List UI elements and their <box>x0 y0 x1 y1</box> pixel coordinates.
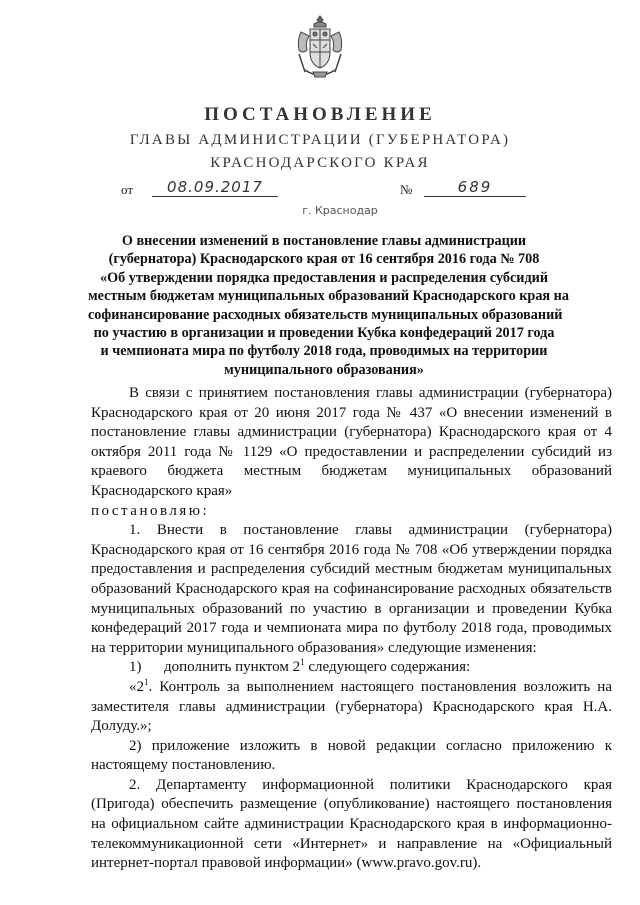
title-line: и чемпионата мира по футболу 2018 года, проводимых на территории <box>100 343 548 360</box>
region-heading: КРАСНОДАРСКОГО КРАЯ <box>210 155 430 171</box>
issuer-heading: ГЛАВЫ АДМИНИСТРАЦИИ (ГУБЕРНАТОРА) <box>129 132 511 148</box>
paragraph-1-quote <box>91 678 612 737</box>
coat-of-arms-icon <box>293 14 347 82</box>
decree-word: постановляю: <box>91 502 210 519</box>
paragraph-1-item-1 <box>91 658 612 678</box>
item-1-superscript: 1 <box>300 657 305 668</box>
intro-paragraph: В связи с принятием постановления главы администрации (губернатора) Краснодарского края от 20 июня 2017 года № 437 «О внесении изменений в постановление главы администрации (губернатора) Краснодарского края от 4 октября 2011 года № 1129 «О предоставлении и распределении субсидий из краевого бюджета местным бюджетам муниципальных образований Краснодарского края» <box>91 385 612 499</box>
document-type-heading: ПОСТАНОВЛЕНИЕ <box>204 104 436 125</box>
title-line: софинансирование расходных обязательств муниципальных образований <box>88 306 563 323</box>
city-label: г. Краснодар <box>302 204 378 217</box>
title-line: «Об утверждении порядка предоставления и распределения субсидий <box>100 269 548 286</box>
paragraph-1: 1. Внести в постановление главы администрации (губернатора) Краснодарского края от 16 сентября 2016 года № 708 «Об утверждении порядка предоставления и распределения субсидий местным бюджетам муниципальных образований Краснодарского края на софинансирование расходных обязательств муниципальных образований по участию в организации и проведении Кубка конфедераций 2017 года и чемпионата мира по футболу 2018 года, проводимых на территории муниципального образования» следующие изменения: <box>91 522 612 656</box>
item-1-prefix: 1) дополнить пунктом 2 <box>129 659 301 676</box>
paragraph-2: 2. Департаменту информационной политики Краснодарского края (Пригода) обеспечить размещение (опубликование) настоящего постановления на официальном сайте администрации Краснодарского края в информационно-телекоммуникационной сети «Интернет» и направление на «Официальный интернет-портал правовой информации» (www.pravo.gov.ru). <box>91 776 612 872</box>
title-line: муниципального образования» <box>224 361 424 378</box>
quote-suffix: . Контроль за выполнением настоящего постановления возложить на заместителя главы администрации (губернатора) Краснодарского края Н.А. Долуду.»; <box>91 678 612 735</box>
date-value: 08.09.2017 <box>152 178 278 197</box>
title-line: (губернатора) Краснодарского края от 16 сентября 2016 года № 708 <box>108 251 540 268</box>
paragraph-1-item-2: 2) приложение изложить в новой редакции согласно приложению к настоящему постановлению. <box>91 737 612 774</box>
item-1-suffix: следующего содержания: <box>304 659 471 676</box>
quote-superscript: 1 <box>144 676 149 687</box>
document-body <box>91 384 612 874</box>
document-title <box>88 232 569 379</box>
title-line: по участию в организации и проведении Кубка конфедераций 2017 года <box>93 325 555 342</box>
quote-prefix: «2 <box>129 678 144 695</box>
title-line: местным бюджетам муниципальных образований Краснодарского края на <box>88 288 569 305</box>
number-value: 689 <box>424 178 526 197</box>
date-label: от <box>121 182 134 197</box>
number-label: № <box>400 182 413 197</box>
title-line: О внесении изменений в постановление главы администрации <box>121 233 527 249</box>
